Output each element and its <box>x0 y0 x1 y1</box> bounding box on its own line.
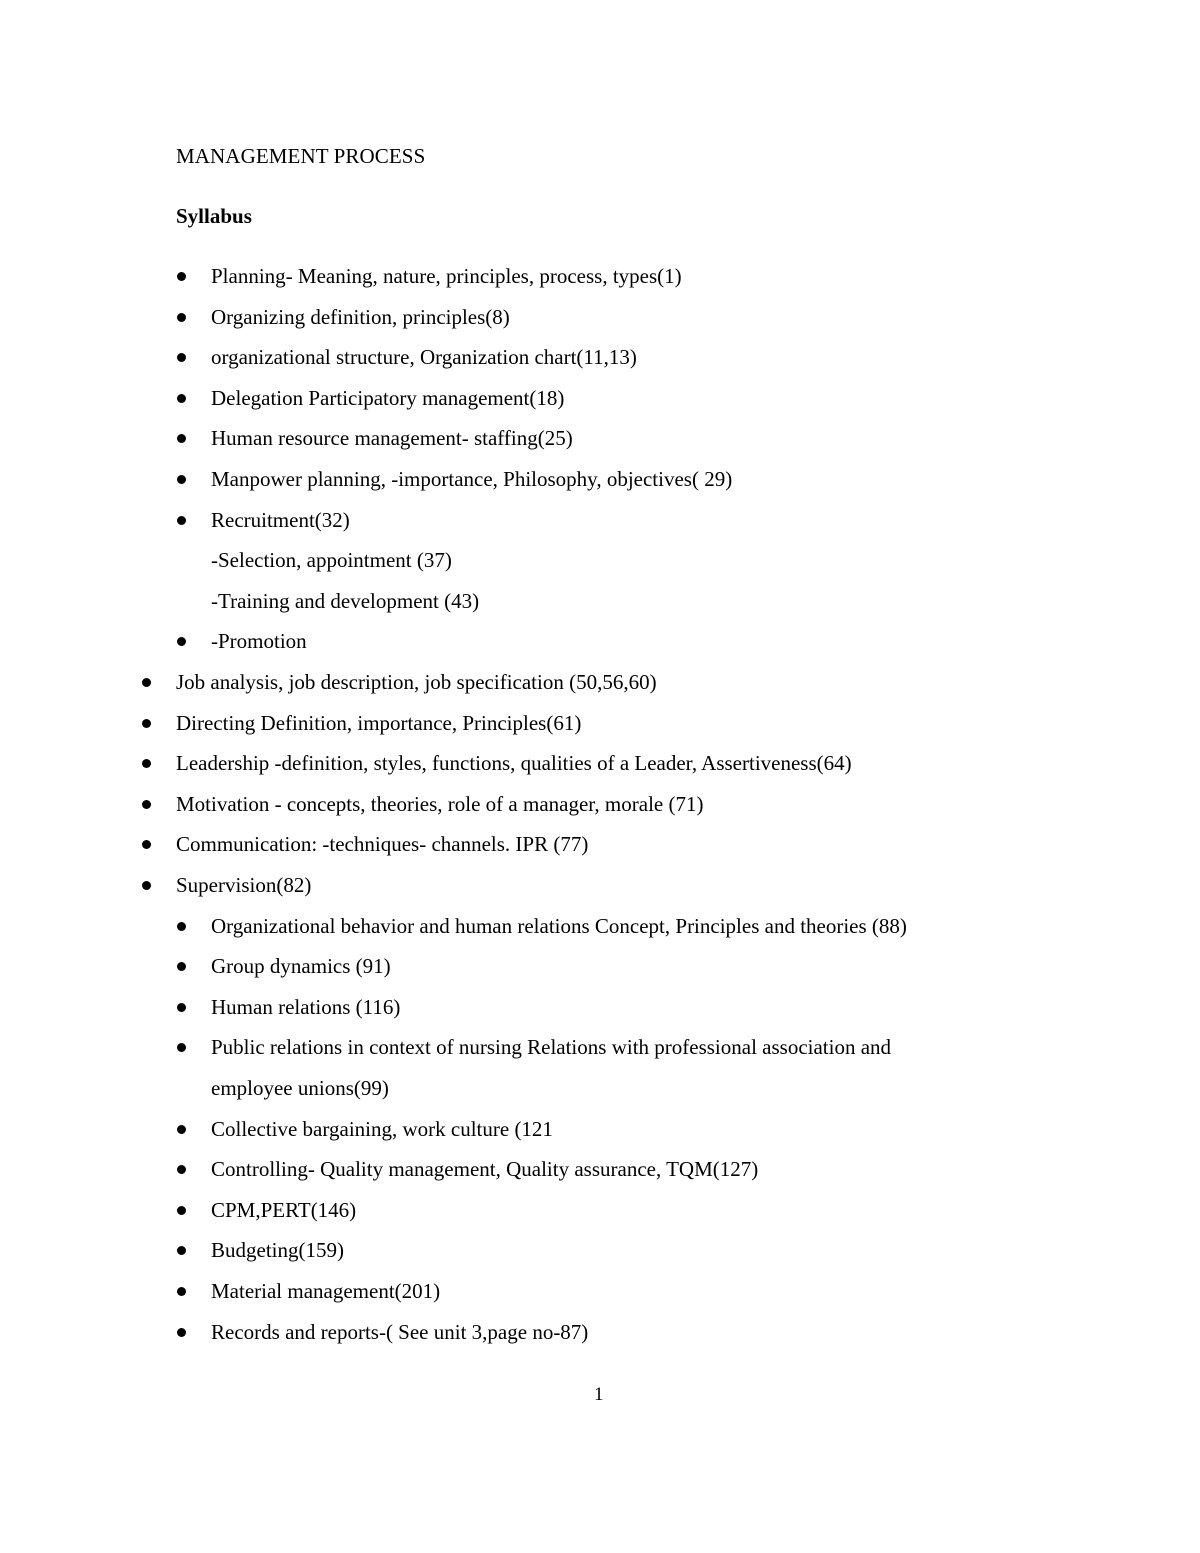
list-item: Organizing definition, principles(8) <box>211 305 510 329</box>
list-item: Collective bargaining, work culture (121 <box>211 1117 553 1141</box>
bullet-icon <box>142 881 151 890</box>
list-item: Leadership -definition, styles, functions, qualities of a Leader, Assertiveness(64) <box>176 751 852 775</box>
list-item: Material management(201) <box>211 1279 441 1303</box>
bullet-icon <box>177 1165 186 1174</box>
bullet-icon <box>177 1328 186 1337</box>
bullet-icon <box>177 1287 186 1296</box>
bullet-icon <box>177 1206 186 1215</box>
bullet-icon <box>177 313 186 322</box>
list-item: -Selection, appointment (37) <box>211 548 452 572</box>
list-item: Group dynamics (91) <box>211 954 391 978</box>
list-item: Supervision(82) <box>176 873 312 897</box>
bullet-icon <box>142 800 151 809</box>
bullet-icon <box>177 516 186 525</box>
bullet-icon <box>177 353 186 362</box>
list-item: Directing Definition, importance, Principles(61) <box>176 711 582 735</box>
list-item: -Promotion <box>211 629 307 653</box>
bullet-icon <box>142 840 151 849</box>
bullet-icon <box>177 394 186 403</box>
bullet-icon <box>177 434 186 443</box>
bullet-icon <box>142 759 151 768</box>
list-item: Delegation Participatory management(18) <box>211 386 565 410</box>
list-item: organizational structure, Organization chart(11,13) <box>211 345 637 369</box>
list-item: Public relations in context of nursing Relations with professional association and <box>211 1035 892 1059</box>
list-item: Job analysis, job description, job specification (50,56,60) <box>176 670 657 694</box>
bullet-icon <box>177 637 186 646</box>
list-item: Human resource management- staffing(25) <box>211 426 573 450</box>
list-item: Records and reports-( See unit 3,page no-87) <box>211 1320 589 1344</box>
bullet-icon <box>177 1246 186 1255</box>
bullet-icon <box>142 678 151 687</box>
list-item: Human relations (116) <box>211 995 401 1019</box>
bullet-icon <box>177 272 186 281</box>
bullet-icon <box>177 922 186 931</box>
list-item: Organizational behavior and human relations Concept, Principles and theories (88) <box>211 914 907 938</box>
list-item: Recruitment(32) <box>211 508 350 532</box>
list-item: Budgeting(159) <box>211 1238 344 1262</box>
list-item: Manpower planning, -importance, Philosophy, objectives( 29) <box>211 467 733 491</box>
list-item: employee unions(99) <box>211 1076 389 1100</box>
page-number: 1 <box>594 1384 604 1405</box>
bullet-icon <box>177 1003 186 1012</box>
list-item: Communication: -techniques- channels. IPR (77) <box>176 832 589 856</box>
list-item: Controlling- Quality management, Quality assurance, TQM(127) <box>211 1157 759 1181</box>
bullet-icon <box>177 1125 186 1134</box>
list-item: Motivation - concepts, theories, role of a manager, morale (71) <box>176 792 704 816</box>
bullet-icon <box>177 475 186 484</box>
syllabus-heading: Syllabus <box>176 204 252 228</box>
list-item: Planning- Meaning, nature, principles, process, types(1) <box>211 264 682 288</box>
bullet-icon <box>142 719 151 728</box>
bullet-icon <box>177 1043 186 1052</box>
bullet-icon <box>177 962 186 971</box>
list-item: -Training and development (43) <box>211 589 480 613</box>
list-item: CPM,PERT(146) <box>211 1198 357 1222</box>
document-title: MANAGEMENT PROCESS <box>176 144 426 168</box>
